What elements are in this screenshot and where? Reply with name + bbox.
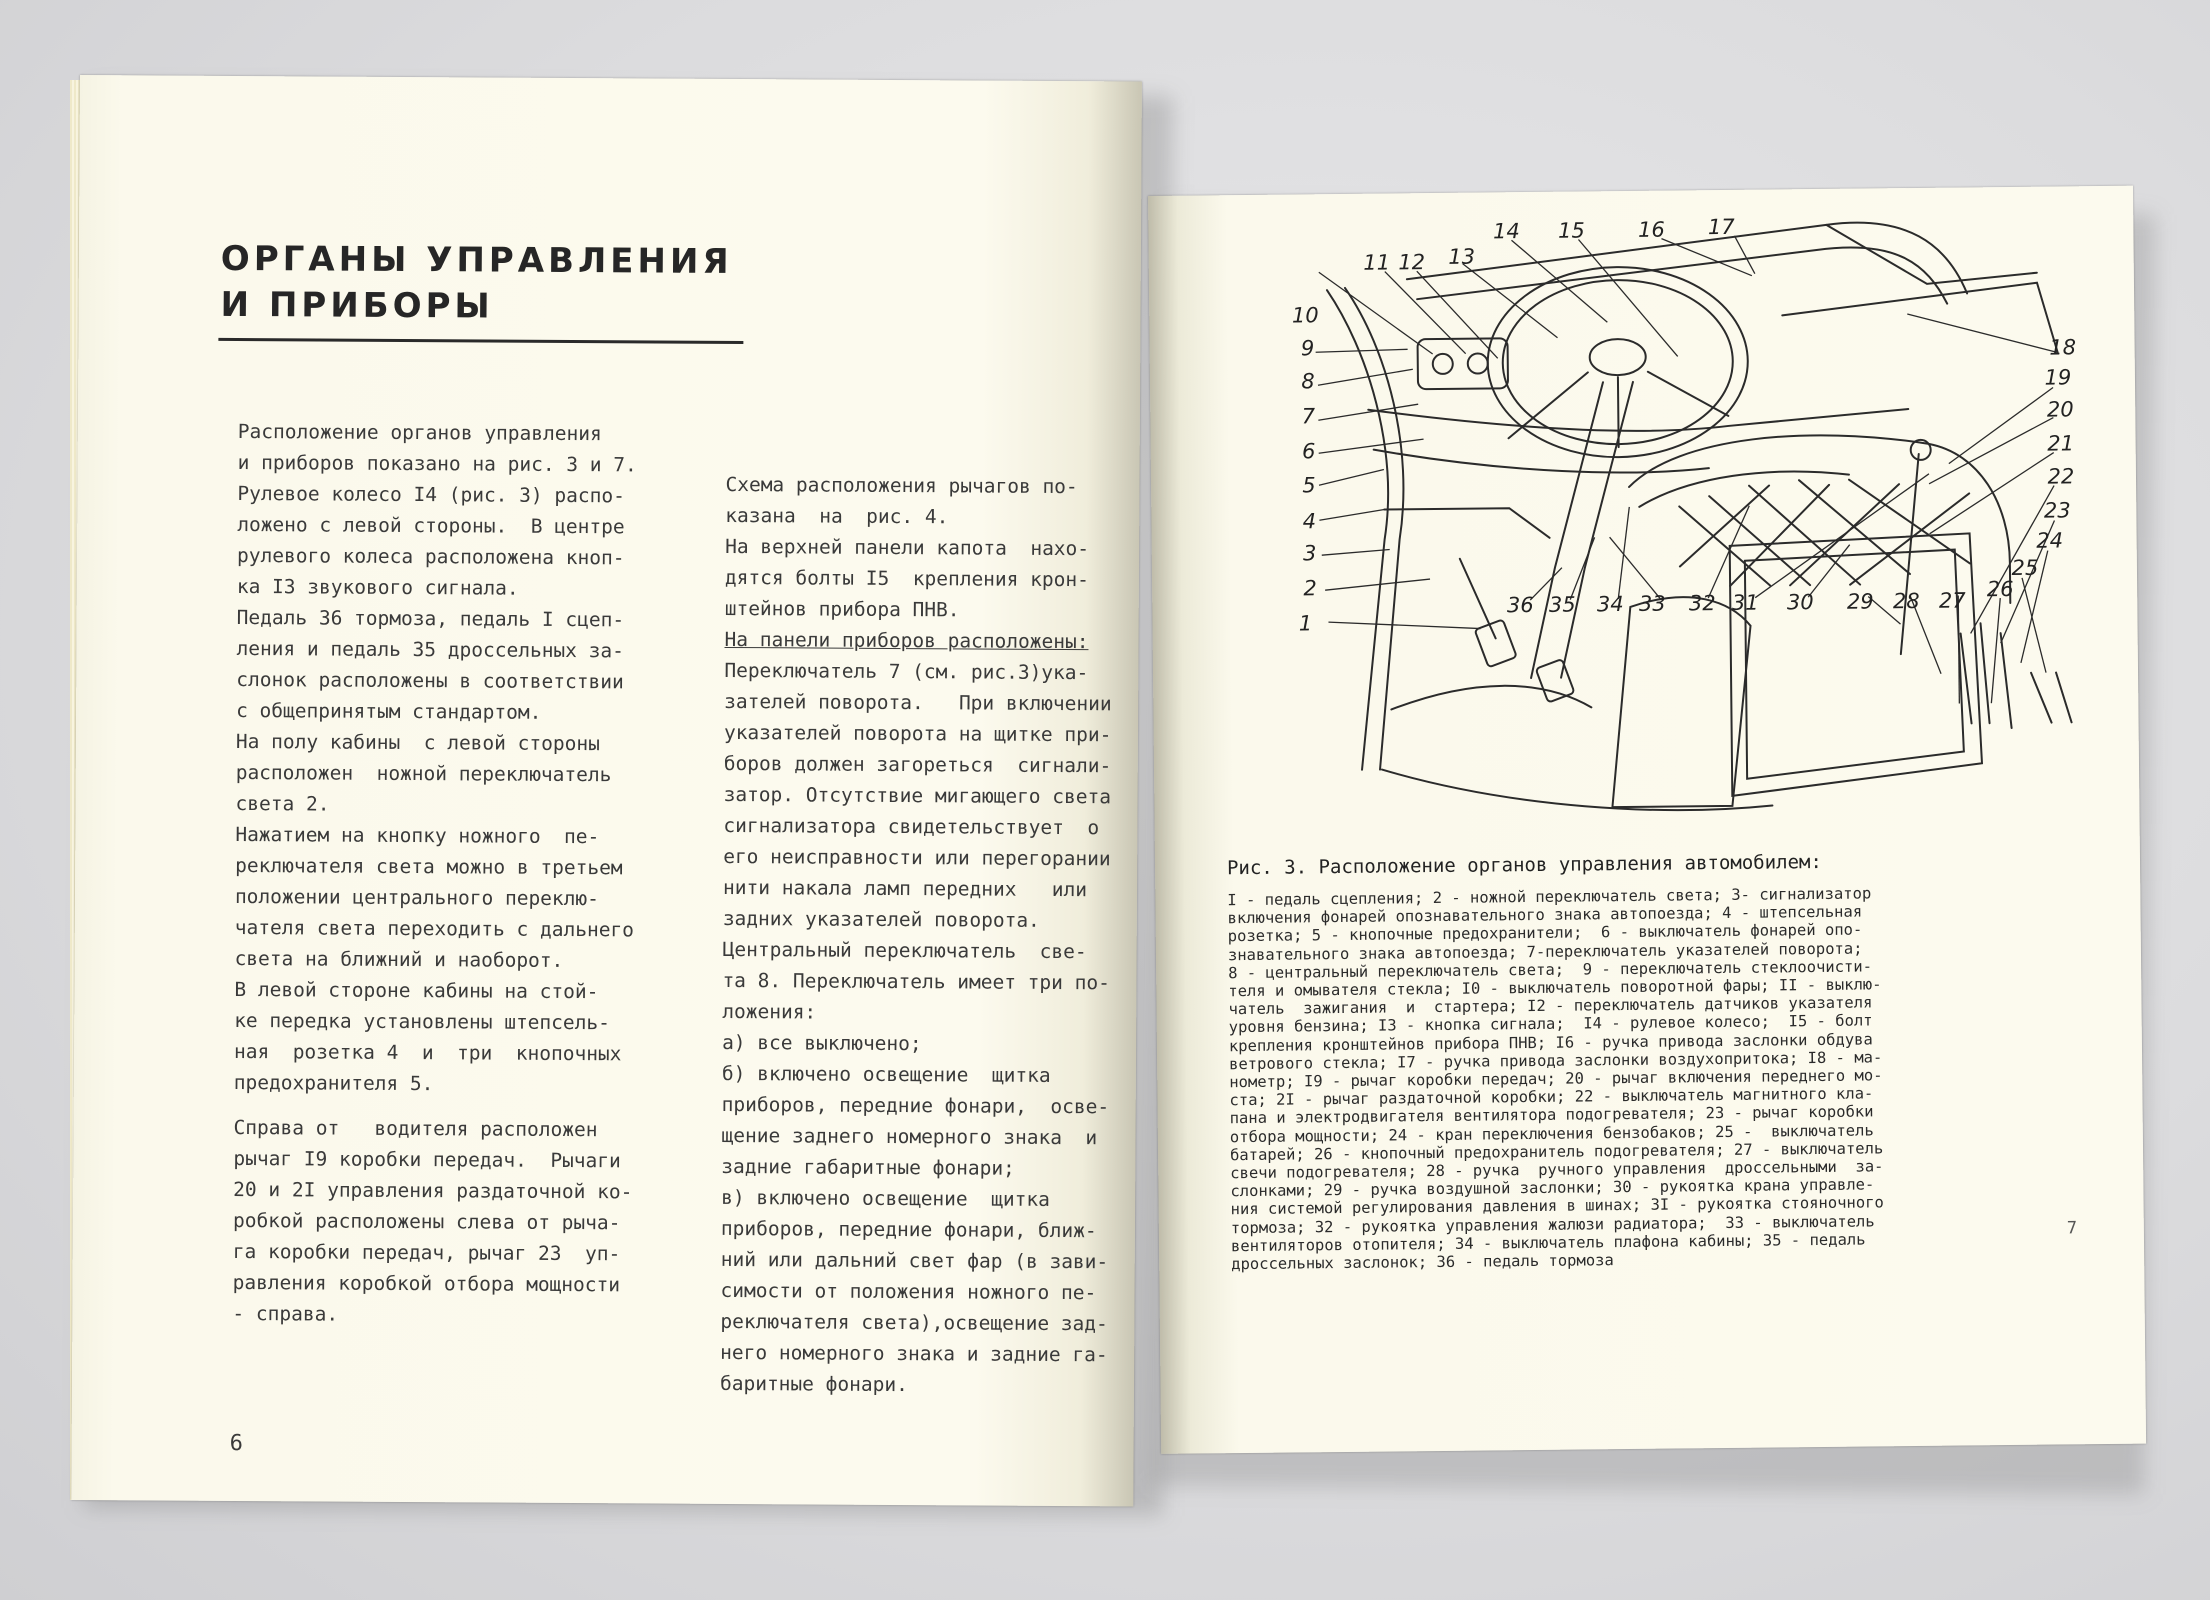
figure-callout-3: 3 xyxy=(1302,541,1317,566)
text-line: задние габаритные фонари; xyxy=(721,1154,1015,1180)
text-line: I - педаль сцепления; 2 - ножной переключатель света; 3- сигнализатор xyxy=(1227,884,1872,910)
figure-callout-21: 21 xyxy=(2047,431,2075,456)
figure-callout-14: 14 xyxy=(1492,219,1520,244)
text-line: него номерного знака и задние га- xyxy=(720,1340,1108,1367)
text-line: включения фонарей опознавательного знака автопоезда; 4 - штепсельная xyxy=(1227,902,1863,928)
text-line: Переключатель 7 (см. рис.3)ука- xyxy=(724,658,1089,685)
figure-callout-31: 31 xyxy=(1731,590,1759,615)
figure-callout-30: 30 xyxy=(1786,590,1814,615)
text-line: рычаг I9 коробки передач. Рычаги xyxy=(233,1146,621,1173)
text-line: положении центрального переклю- xyxy=(234,884,600,911)
text-line: приборов, передние фонари, ближ- xyxy=(720,1216,1097,1243)
figure-callout-36: 36 xyxy=(1506,592,1534,618)
text-line: На панели приборов расположены: xyxy=(724,627,1089,654)
figure-callout-12: 12 xyxy=(1398,250,1426,275)
text-line: ложения: xyxy=(722,999,817,1024)
figure-callout-22: 22 xyxy=(2047,464,2075,489)
text-line: слонок расположены в соответствии xyxy=(236,667,624,694)
figure-callout-6: 6 xyxy=(1301,439,1316,464)
figure-callout-9: 9 xyxy=(1300,336,1315,361)
figure-callout-28: 28 xyxy=(1892,588,1920,614)
text-line: б) включено освещение щитка xyxy=(721,1061,1051,1087)
left-page xyxy=(71,75,1142,1506)
text-line: На верхней панели капота нахо- xyxy=(725,534,1090,561)
text-line: чателя света переходить с дальнего xyxy=(234,915,635,942)
text-line: слонками; 29 - ручка воздушной заслонки; 30 - рукоятка крана управле- xyxy=(1230,1175,1875,1201)
figure-caption-title: Рис. 3. Расположение органов управления автомобилем: xyxy=(1226,850,1822,880)
text-line: света 2. xyxy=(235,791,330,816)
text-line: В левой стороне кабины на стой- xyxy=(234,977,599,1004)
figure-callout-7: 7 xyxy=(1301,404,1316,429)
text-line: задних указателей поворота. xyxy=(722,906,1040,932)
text-line: теля и омывателя стекла; I0 - выключатель поворотной фары; II - выклю- xyxy=(1228,975,1882,1001)
text-line: ка I3 звукового сигнала. xyxy=(236,574,519,600)
text-line: нити накала ламп передних или xyxy=(722,875,1088,902)
text-line: ложено с левой стороны. В центре xyxy=(237,512,625,539)
text-line: реключателя света),освещение зад- xyxy=(720,1309,1108,1336)
figure-callout-5: 5 xyxy=(1302,473,1316,498)
text-line: дроссельных заслонок; 36 - педаль тормоза xyxy=(1231,1251,1614,1274)
text-line: Педаль 36 тормоза, педаль I сцеп- xyxy=(236,605,625,632)
figure-callout-16: 16 xyxy=(1637,217,1665,242)
text-line: робкой расположены слева от рыча- xyxy=(232,1208,621,1235)
text-line: зателей поворота. При включении xyxy=(724,689,1112,716)
text-line: пана и электродвигателя вентилятора подогревателя; 23 - рычаг коробки xyxy=(1229,1102,1874,1128)
text-line: чатель зажигания и стартера; I2 - переключатель датчиков указателя xyxy=(1228,993,1873,1019)
text-line: ная розетка 4 и три кнопочных xyxy=(233,1039,622,1066)
figure-callout-27: 27 xyxy=(1938,588,1966,613)
heading-line-2: И ПРИБОРЫ xyxy=(220,284,494,327)
text-line: га коробки передач, рычаг 23 уп- xyxy=(232,1239,621,1266)
figure-callout-17: 17 xyxy=(1707,214,1735,240)
figure-callout-33: 33 xyxy=(1638,591,1666,616)
text-line: Нажатием на кнопку ножного пе- xyxy=(235,822,600,849)
page-number-right: 7 xyxy=(2066,1218,2078,1239)
figure-callout-15: 15 xyxy=(1557,218,1585,243)
figure-callout-8: 8 xyxy=(1301,369,1315,394)
figure-callout-4: 4 xyxy=(1302,509,1317,534)
figure-callout-25: 25 xyxy=(2011,555,2039,580)
figure-callout-32: 32 xyxy=(1688,591,1716,616)
figure-callout-1: 1 xyxy=(1298,611,1313,636)
text-line: боров должен загореться сигнали- xyxy=(723,751,1112,778)
text-line: сигнализатора свидетельствует о xyxy=(723,813,1100,840)
text-line: затор. Отсутствие мигающего света xyxy=(723,782,1112,809)
figure-callout-2: 2 xyxy=(1303,576,1317,601)
text-line: расположен ножной переключатель xyxy=(235,760,612,787)
text-line: казана на рис. 4. xyxy=(725,503,949,529)
heading-line-1: ОРГАНЫ УПРАВЛЕНИЯ xyxy=(220,238,733,282)
figure-callout-23: 23 xyxy=(2043,498,2071,523)
text-line: Центральный переключатель све- xyxy=(722,937,1087,964)
text-column-middle xyxy=(720,469,1113,1401)
figure-callout-10: 10 xyxy=(1291,303,1319,328)
text-line: ветрового стекла; I7 - ручка привода заслонки воздухопритока; I8 - ма- xyxy=(1229,1048,1883,1074)
figure-callout-20: 20 xyxy=(2046,397,2074,422)
text-line: 20 и 2I управления раздаточной ко- xyxy=(233,1177,633,1204)
text-line: предохранителя 5. xyxy=(233,1070,434,1096)
text-line: указателей поворота на щитке при- xyxy=(723,720,1112,747)
figure-callout-34: 34 xyxy=(1596,592,1624,617)
figure-callout-35: 35 xyxy=(1548,592,1576,617)
text-line: в) включено освещение щитка xyxy=(721,1185,1050,1211)
text-line: ста; 2I - рычаг раздаточной коробки; 22 - выключатель магнитного кла- xyxy=(1229,1084,1874,1110)
text-line: вентиляторов отопителя; 34 - выключатель плафона кабины; 35 - педаль xyxy=(1230,1230,1866,1256)
text-line: его неисправности или перегорании xyxy=(723,844,1111,871)
text-line: равления коробкой отбора мощности xyxy=(232,1270,621,1297)
text-line: и приборов показано на рис. 3 и 7. xyxy=(237,450,637,477)
text-line: уровня бензина; I3 - кнопка сигнала; I4 - рулевое колесо; I5 - болт xyxy=(1228,1011,1873,1037)
text-line: отбора мощности; 24 - кран переключения бензобаков; 25 - выключатель xyxy=(1229,1121,1874,1146)
text-line: ний или дальний свет фар (в зави- xyxy=(720,1247,1109,1274)
text-line: На полу кабины с левой стороны xyxy=(235,729,600,756)
section-heading xyxy=(220,236,732,331)
text-line: дятся болты I5 крепления крон- xyxy=(724,565,1089,592)
text-line: нометр; I9 - рычаг коробки передач; 20 - рычаг включения переднего мо- xyxy=(1229,1066,1883,1092)
text-line: Рулевое колесо I4 (рис. 3) распо- xyxy=(237,481,625,508)
text-line: штейнов прибора ПНВ. xyxy=(724,596,960,622)
text-line: тормоза; 32 - рукоятка управления жалюзи радиатора; 33 - выключатель xyxy=(1230,1212,1875,1237)
figure-callout-13: 13 xyxy=(1448,244,1476,269)
text-line: реключателя света можно в третьем xyxy=(235,853,623,880)
figure-callout-24: 24 xyxy=(2036,528,2064,553)
text-line: Расположение органов управления xyxy=(237,419,602,446)
text-line: свечи подогревателя; 28 - ручка ручного управления дроссельными за- xyxy=(1230,1157,1884,1183)
text-line: ке передка установлены штепсель- xyxy=(234,1008,610,1035)
text-line: баритные фонари. xyxy=(719,1371,908,1397)
text-line: рулевого колеса расположена кноп- xyxy=(236,543,625,570)
page-number-left: 6 xyxy=(229,1430,243,1457)
cab-controls-figure xyxy=(1206,202,2112,831)
figure-callout-19: 19 xyxy=(2044,365,2072,390)
figure-callout-18: 18 xyxy=(2049,335,2077,360)
text-line: розетка; 5 - кнопочные предохранители; 6 - выключатель фонарей опо- xyxy=(1227,920,1863,946)
text-line: та 8. Переключатель имеет три по- xyxy=(722,968,1110,995)
text-line: приборов, передние фонари, осве- xyxy=(721,1092,1110,1119)
figure-legend xyxy=(1227,882,2091,1273)
text-column-left xyxy=(232,416,637,1331)
text-line: знавательного знака автопоезда; 7-переключатель указателей поворота; xyxy=(1227,939,1863,964)
heading-rule xyxy=(218,338,743,344)
text-line: крепления кронштейнов прибора ПНВ; I6 - ручка привода заслонки обдува xyxy=(1228,1030,1873,1055)
text-line: - справа. xyxy=(232,1301,339,1326)
text-line: Схема расположения рычагов по- xyxy=(725,472,1078,499)
text-line: Справа от водителя расположен xyxy=(233,1115,598,1142)
figure-callout-11: 11 xyxy=(1363,250,1391,275)
figure-callout-26: 26 xyxy=(1986,576,2014,602)
text-line: батарей; 26 - кнопочный предохранитель подогревателя; 27 - выключатель xyxy=(1229,1139,1884,1165)
text-line: симости от положения ножного пе- xyxy=(720,1278,1097,1305)
figure-callout-29: 29 xyxy=(1846,589,1874,614)
text-line: а) все выключено; xyxy=(722,1030,922,1056)
text-line: света на ближний и наоборот. xyxy=(234,946,564,972)
text-line: ния системой регулирования давления в шинах; 3I - рукоятка стояночного xyxy=(1230,1193,1884,1219)
text-line: 8 - центральный переключатель света; 9 - переключатель стеклоочисти- xyxy=(1228,957,1873,983)
text-line: с общепринятым стандартом. xyxy=(236,698,542,724)
right-page xyxy=(1148,186,2146,1454)
text-line: ления и педаль 35 дроссельных за- xyxy=(236,636,624,663)
text-line: щение заднего номерного знака и xyxy=(721,1123,1098,1150)
